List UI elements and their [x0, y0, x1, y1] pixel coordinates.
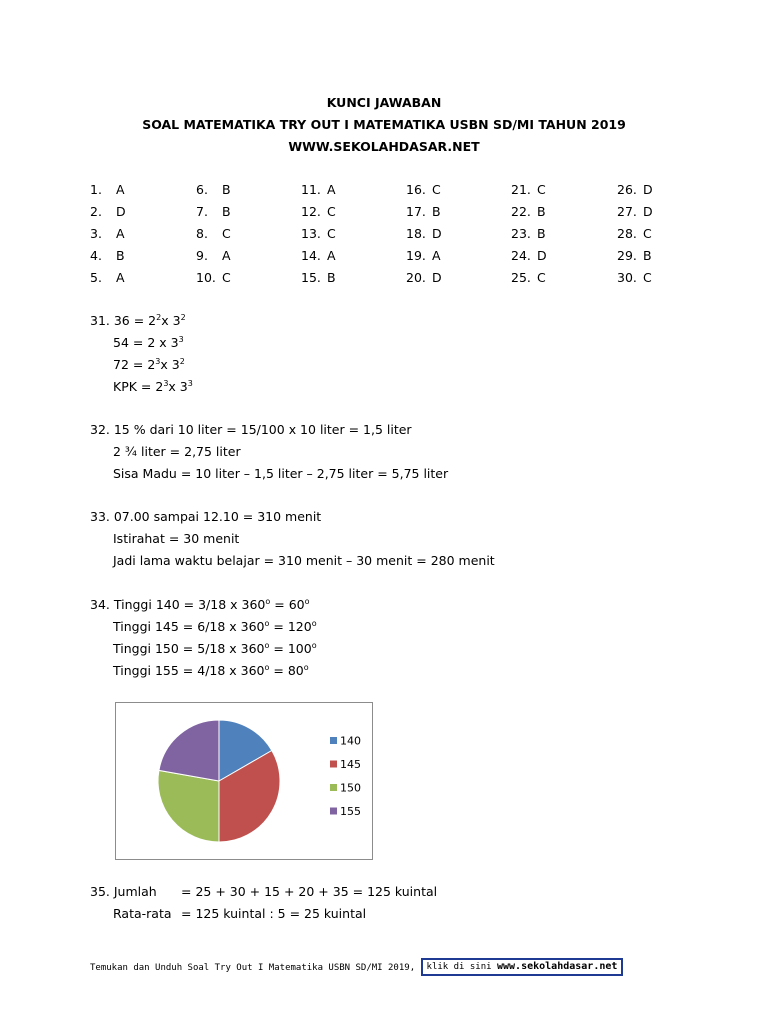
answer-number: 27. — [617, 204, 637, 219]
legend-swatch-150 — [330, 784, 337, 791]
q35-value2: = 125 kuintal : 5 = 25 kuintal — [181, 906, 367, 921]
q31-line3: $72 = 2^3x$ $3^2$ — [113, 356, 185, 372]
answer-number: 12. — [301, 204, 321, 219]
answer-letter: C — [431, 182, 441, 197]
q33-line1: 33. 07.00 sampai 12.10 = 310 menit — [90, 509, 322, 524]
legend-label-150: 150 — [340, 781, 361, 795]
answer-key-item — [617, 204, 653, 219]
answer-number: 21. — [511, 182, 531, 197]
answer-letter: A — [326, 248, 336, 263]
answer-letter: A — [115, 226, 125, 241]
answer-number: 15. — [301, 270, 321, 285]
answer-key-item — [406, 204, 441, 219]
answer-letter: C — [536, 182, 546, 197]
answer-number: 30. — [617, 270, 637, 285]
answer-key-item — [301, 182, 336, 197]
answer-letter: D — [642, 204, 653, 219]
answer-letter: C — [642, 226, 652, 241]
legend-label-140: 140 — [340, 734, 361, 748]
doc-website: WWW.SEKOLAHDASAR.NET — [288, 139, 480, 154]
answer-key-item — [90, 204, 126, 219]
answer-letter: B — [536, 204, 546, 219]
answer-number: 11. — [301, 182, 321, 197]
answer-key-row — [90, 226, 690, 248]
answer-letter: B — [536, 226, 546, 241]
answer-number: 20. — [406, 270, 426, 285]
answer-number: 19. — [406, 248, 426, 263]
answer-number: 10. — [196, 270, 216, 285]
answer-number: 26. — [617, 182, 637, 197]
pie-chart-frame — [115, 702, 373, 860]
answer-letter: C — [536, 270, 546, 285]
answer-letter: B — [431, 204, 441, 219]
doc-title: KUNCI JAWABAN — [326, 95, 442, 110]
answer-letter: D — [536, 248, 547, 263]
legend-swatch-140 — [330, 737, 337, 744]
answer-number: 1. — [90, 182, 102, 197]
answer-letter: C — [221, 270, 231, 285]
q34-line4: Tinggi 155 = 4/18 x $360^o = 80^o$ — [113, 662, 309, 678]
q33-line2: Istirahat = 30 menit — [113, 531, 240, 546]
answer-key-item — [301, 226, 336, 241]
answer-letter: A — [431, 248, 441, 263]
answer-key-item — [90, 226, 125, 241]
answer-key-item — [617, 226, 652, 241]
answer-key-item — [90, 182, 125, 197]
q31-line4: KPK = $2^3x$ $3^3$ — [113, 378, 193, 394]
legend-swatch-145 — [330, 761, 337, 768]
q32-line2: 2 ¾ liter = 2,75 liter — [113, 444, 241, 459]
answer-number: 5. — [90, 270, 102, 285]
answer-letter: C — [326, 226, 336, 241]
answer-key-item — [406, 226, 442, 241]
answer-key-item — [301, 248, 336, 263]
answer-number: 9. — [196, 248, 208, 263]
footer-text: Temukan dan Unduh Soal Try Out I Matematika USBN SD/MI 2019, — [90, 963, 416, 973]
doc-subtitle: SOAL MATEMATIKA TRY OUT I MATEMATIKA USBN SD/MI TAHUN 2019 — [142, 117, 626, 132]
answer-key-item — [90, 270, 125, 285]
answer-number: 22. — [511, 204, 531, 219]
answer-number: 29. — [617, 248, 637, 263]
answer-number: 8. — [196, 226, 208, 241]
q31-line1: 31. $36 = 2^2x$ $3^2$ — [90, 312, 186, 328]
pie-slice-150 — [158, 770, 219, 842]
q33-line3: Jadi lama waktu belajar = 310 menit – 30 menit = 280 menit — [113, 553, 495, 568]
legend-swatch-155 — [330, 808, 337, 815]
answer-key-item — [511, 248, 547, 263]
q34-line1: 34. Tinggi 140 = 3/18 x $360^o = 60^o$ — [90, 596, 310, 612]
answer-number: 4. — [90, 248, 102, 263]
answer-key-item — [196, 182, 231, 197]
answer-key-item — [511, 226, 546, 241]
answer-letter: C — [642, 270, 652, 285]
answer-key-item — [90, 248, 125, 263]
answer-key-item — [301, 204, 336, 219]
answer-key-item — [406, 248, 441, 263]
answer-number: 25. — [511, 270, 531, 285]
footer — [90, 962, 623, 973]
answer-letter: B — [221, 182, 231, 197]
answer-key-item — [196, 248, 231, 263]
q34-line3: Tinggi 150 = 5/18 x $360^o = 100^o$ — [113, 640, 317, 656]
answer-key-row — [90, 204, 690, 226]
answer-key-item — [406, 182, 441, 197]
answer-number: 7. — [196, 204, 208, 219]
answer-number: 14. — [301, 248, 321, 263]
answer-key-item — [511, 182, 546, 197]
answer-number: 23. — [511, 226, 531, 241]
answer-key-item — [196, 204, 231, 219]
answer-letter: B — [642, 248, 652, 263]
answer-number: 18. — [406, 226, 426, 241]
answer-key-item — [301, 270, 336, 285]
answer-letter: A — [221, 248, 231, 263]
q32-line3: Sisa Madu = 10 liter – 1,5 liter – 2,75 liter = 5,75 liter — [113, 466, 449, 481]
answer-key-item — [511, 204, 546, 219]
q35-label2: Rata-rata — [113, 906, 172, 921]
answer-letter: A — [115, 270, 125, 285]
q34-line2: Tinggi 145 = 6/18 x $360^o = 120^o$ — [113, 618, 317, 634]
answer-number: 13. — [301, 226, 321, 241]
answer-number: 3. — [90, 226, 102, 241]
answer-letter: D — [642, 182, 653, 197]
answer-letter: D — [431, 226, 442, 241]
answer-key-grid — [90, 182, 690, 292]
answer-letter: C — [326, 204, 336, 219]
answer-key-item — [406, 270, 442, 285]
answer-letter: D — [115, 204, 126, 219]
answer-letter: A — [326, 182, 336, 197]
answer-number: 16. — [406, 182, 426, 197]
answer-number: 6. — [196, 182, 208, 197]
answer-key-item — [617, 248, 652, 263]
answer-key-item — [617, 270, 652, 285]
answer-key-item — [511, 270, 546, 285]
footer-link-prefix: klik di sini — [426, 962, 492, 972]
answer-key-row — [90, 270, 690, 292]
answer-letter: D — [431, 270, 442, 285]
legend-label-155: 155 — [340, 805, 361, 818]
answer-key-row — [90, 248, 690, 270]
q35-label1: 35. Jumlah — [90, 884, 157, 899]
answer-letter: A — [115, 182, 125, 197]
answer-letter: B — [326, 270, 336, 285]
q32-line1: 32. 15 % dari 10 liter = 15/100 x 10 liter = 1,5 liter — [90, 422, 412, 437]
answer-letter: B — [115, 248, 125, 263]
legend-label-145: 145 — [340, 758, 361, 771]
answer-key-row — [90, 182, 690, 204]
answer-number: 24. — [511, 248, 531, 263]
answer-letter: B — [221, 204, 231, 219]
footer-link[interactable] — [421, 958, 624, 976]
footer-link-site: www.sekolahdasar.net — [496, 961, 618, 972]
pie-chart — [116, 703, 372, 859]
pie-slice-155 — [159, 720, 219, 781]
answer-letter: C — [221, 226, 231, 241]
q35-value1: = 25 + 30 + 15 + 20 + 35 = 125 kuintal — [181, 884, 438, 899]
answer-key-item — [196, 270, 231, 285]
q31-line2: 54 = 2 x $3^3$ — [113, 334, 184, 350]
answer-key-item — [617, 182, 653, 197]
answer-key-item — [196, 226, 231, 241]
answer-number: 28. — [617, 226, 637, 241]
answer-number: 17. — [406, 204, 426, 219]
answer-number: 2. — [90, 204, 102, 219]
